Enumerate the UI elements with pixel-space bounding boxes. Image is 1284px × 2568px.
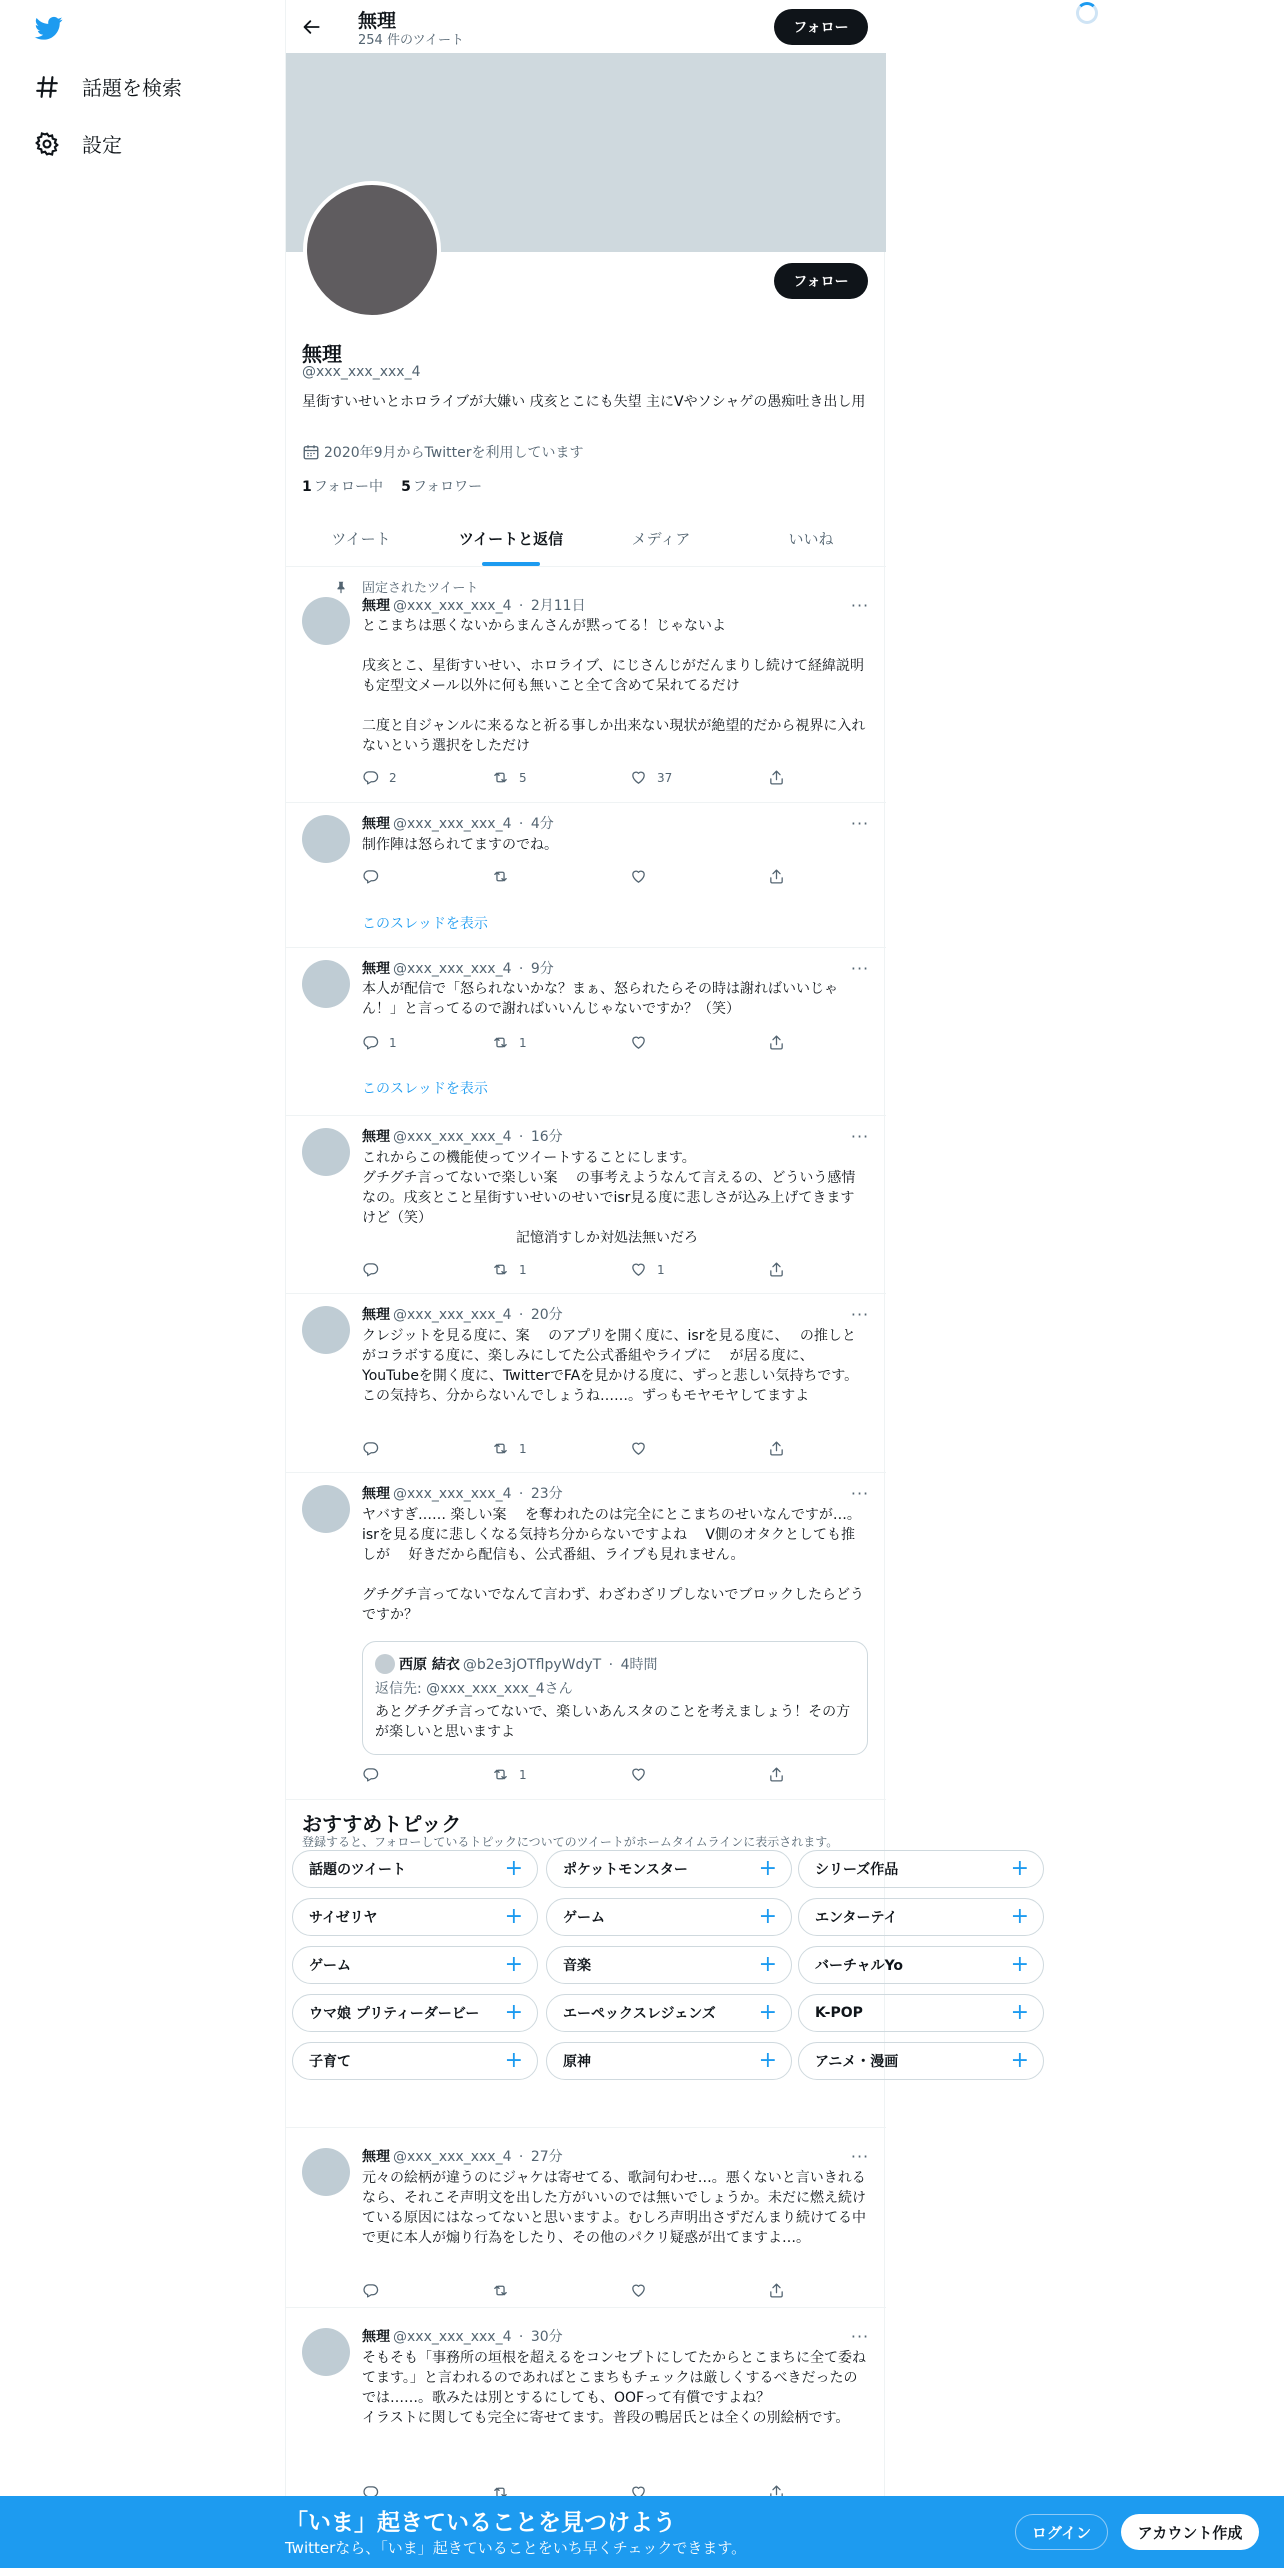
nav-explore[interactable] (34, 72, 182, 101)
avatar[interactable] (302, 1128, 350, 1176)
tweet-header: 無理 @xxx_xxx_xxx_4 · 16分 (362, 1129, 563, 1145)
tweet-text: 元々の絵柄が違うのにジャケは寄せてる、歌詞句わせ…。悪くないと言いきれるなら、それこそ声明文を出した方がいいのでは無いでしょうか。未だに燃え続けている原因にはなってないと思いますよ。むしろ声明出さずだんまり続けてる中で更に本人が煽り行為をしたり、その他のパクリ疑惑が出てますよ…。 (362, 2170, 866, 2246)
retweet-count: 1 (519, 1767, 527, 1782)
tweet-actions (362, 868, 792, 888)
plus-icon[interactable]: + (504, 1952, 523, 1977)
tweet-author[interactable]: 無理 (362, 2329, 390, 2345)
avatar[interactable] (302, 597, 350, 645)
profile-handle: @xxx_xxx_xxx_4 (302, 364, 421, 380)
retweet-count: 1 (519, 1035, 527, 1050)
avatar[interactable] (302, 1485, 350, 1533)
topic-chip[interactable] (546, 2042, 792, 2080)
login-button[interactable]: ログイン (1015, 2514, 1108, 2550)
more-icon[interactable]: ··· (850, 2326, 870, 2346)
tweet-header: 無理 @xxx_xxx_xxx_4 · 30分 (362, 2329, 563, 2345)
avatar[interactable] (302, 2328, 350, 2376)
tweet-header: 無理 @xxx_xxx_xxx_4 · 20分 (362, 1307, 563, 1323)
tweet-time[interactable]: 23分 (530, 1486, 563, 1502)
tweet-time[interactable]: 2月11日 (530, 598, 586, 614)
reply-icon (362, 769, 379, 786)
tweet-time[interactable]: 16分 (530, 1129, 563, 1145)
tweet-handle: @xxx_xxx_xxx_4 (393, 1486, 512, 1502)
profile-header-bar (286, 0, 886, 53)
retweet-icon (492, 1766, 509, 1783)
heart-icon (630, 1440, 647, 1457)
topic-chip-label: K-POP (815, 2005, 863, 2021)
topic-chip-label: ゲーム (563, 1910, 605, 1926)
share-button[interactable] (768, 1034, 785, 1051)
topic-chip-label: ポケットモンスター (563, 1862, 688, 1878)
topics-subtitle: 登録すると、フォローしているトピックについてのツイートがホームタイムラインに表示されます。 (302, 1835, 839, 1849)
hashtag-icon (34, 74, 60, 100)
retweet-button[interactable] (492, 1440, 527, 1457)
tweet-text: そもそも「事務所の垣根を超えるをコンセプトにしてたからとこまちに全て委ねてます。」と言われるのであればとこまちもチェックは厳しくするべきだったのでは……。歌みたは別とするにしても、OOFって有償ですよね？ イラストに関しても完全に寄せてます。普段の鴨居氏とは全くの別絵柄です。 (362, 2350, 866, 2426)
recommended-topics (286, 1800, 1029, 2128)
share-icon (768, 1766, 785, 1783)
followers-stat[interactable] (401, 476, 482, 496)
reply-icon (362, 1766, 379, 1783)
topic-chip-label: 音楽 (563, 1958, 591, 1974)
topic-chip[interactable] (546, 1994, 792, 2032)
topic-chip[interactable] (546, 1850, 792, 1888)
tweet-author[interactable]: 無理 (362, 2149, 390, 2165)
tweet-text: ヤバすぎ…… 楽しい案 を奪われたのは完全にとこまちのせいなんですが…。isrを見る度に悲しくなる気持ち分からないですよね V側のオタクとしても推しが 好きだから配信も、公式番組、ライブも見れません。 グチグチ言ってないでなんて言わず、わざわざリプしないでブロックしたらどうですか？ (362, 1507, 865, 1623)
profile-avatar[interactable] (303, 181, 441, 319)
signup-banner (0, 2496, 1284, 2568)
back-button[interactable] (296, 11, 328, 43)
share-icon (768, 868, 785, 885)
tweet-handle: @xxx_xxx_xxx_4 (393, 816, 512, 832)
topic-chip[interactable] (798, 1850, 1044, 1888)
tweet-author[interactable]: 無理 (362, 598, 390, 614)
topic-chip-label: サイゼリヤ (309, 1910, 378, 1926)
tweet-text: クレジットを見る度に、案 のアプリを開く度に、isrを見る度に、 の推しと がコラボする度に、楽しみにしてた公式番組やライブに が居る度に、YouTubeを開く度に、TwitterでFAを見かける度に、ずっと悲しい気持ちです。この気持ち、分からないんでしょうね……。ずっもモヤモヤしてますよ (362, 1328, 875, 1404)
replie-count: 1 (389, 1035, 397, 1050)
more-icon[interactable]: ··· (850, 1304, 870, 1324)
topic-chip-label: 話題のツイート (309, 1862, 407, 1878)
like-button[interactable] (630, 1034, 657, 1051)
like-button[interactable] (630, 2282, 657, 2299)
tweet-text: とこまちは悪くないからまんさんが黙ってる！じゃないよ 戌亥とこ、星街すいせい、ホロライブ、にじさんじがだんまりし続けて経緯説明も定型文メール以外に何も無いこと全て含めて呆れてるだけ 二度と自ジャンルに来るなと祈る事しか出来ない現状が絶望的だから視界に入れないという選択をしただけ (362, 618, 866, 754)
more-icon[interactable]: ··· (850, 595, 870, 615)
pinned-label: 固定されたツイート (362, 581, 479, 596)
retweet-button[interactable] (492, 1766, 527, 1783)
signup-banner-title: 「いま」起きていることを見つけよう (285, 2510, 676, 2536)
topic-chip-label: バーチャルYo (815, 1958, 904, 1974)
profile-name: 無理 (302, 342, 342, 366)
nav-settings[interactable] (34, 129, 122, 158)
profile-bio: 星街すいせいとホロライブが大嫌い 戌亥とこにも失望 主にVやソシャゲの愚痴吐き出し用 (302, 394, 866, 410)
avatar[interactable] (302, 960, 350, 1008)
plus-icon[interactable]: + (758, 1952, 777, 1977)
retweet-button[interactable] (492, 769, 527, 786)
plus-icon[interactable]: + (758, 2000, 777, 2025)
like-count: 37 (657, 770, 673, 785)
quote-text: あとグチグチ言ってないで、楽しいあんスタのことを考えましょう！その方が楽しいと思いますよ (375, 1704, 851, 1740)
tab-media[interactable]: メディア (631, 529, 691, 548)
like-button[interactable] (630, 1766, 657, 1783)
avatar[interactable] (302, 2148, 350, 2196)
tweet-time[interactable]: 30分 (530, 2329, 563, 2345)
plus-icon[interactable]: + (1010, 2048, 1029, 2073)
quote-handle: @b2e3jOTflpyWdyT (462, 1657, 602, 1673)
calendar-icon (302, 443, 320, 461)
reply-icon (362, 868, 379, 885)
plus-icon[interactable]: + (758, 2048, 777, 2073)
tweet-author[interactable]: 無理 (362, 1486, 390, 1502)
signup-button[interactable]: アカウント作成 (1121, 2514, 1259, 2550)
pin-icon (334, 580, 348, 594)
tweet[interactable] (286, 1473, 886, 1800)
plus-icon[interactable]: + (758, 1856, 777, 1881)
following-count: 1 (302, 479, 312, 495)
avatar[interactable] (302, 815, 350, 863)
retweet-icon (492, 1261, 509, 1278)
like-button[interactable] (630, 769, 672, 786)
tweet-author[interactable]: 無理 (362, 816, 390, 832)
topic-chip[interactable] (798, 1994, 1044, 2032)
quote-author: 西原 結衣 (399, 1657, 460, 1673)
more-icon[interactable]: ··· (850, 1483, 870, 1503)
topic-chip[interactable] (798, 1898, 1044, 1936)
heart-icon (630, 2282, 647, 2299)
share-button[interactable] (768, 1261, 785, 1278)
plus-icon[interactable]: + (504, 1904, 523, 1929)
reply-button[interactable] (362, 769, 397, 786)
more-icon[interactable]: ··· (850, 813, 870, 833)
gear-icon (34, 131, 60, 157)
arrow-left-icon (302, 17, 322, 37)
tweet-time[interactable]: 27分 (530, 2149, 563, 2165)
tweet-header: 無理 @xxx_xxx_xxx_4 · 2月11日 (362, 598, 586, 614)
plus-icon[interactable]: + (504, 1856, 523, 1881)
retweet-count: 1 (519, 1262, 527, 1277)
following-label: フォロー中 (313, 479, 384, 495)
tweet-actions (362, 769, 792, 789)
twitter-bird-icon[interactable] (34, 14, 64, 42)
profile-joined (302, 442, 583, 462)
share-icon (768, 1440, 785, 1457)
nav-explore-label: 話題を検索 (82, 76, 182, 100)
retweet-count: 1 (519, 1441, 527, 1456)
like-button[interactable] (630, 868, 657, 885)
reply-button[interactable] (362, 1440, 389, 1457)
retweet-icon (492, 1034, 509, 1051)
tweet-handle: @xxx_xxx_xxx_4 (393, 1307, 512, 1323)
share-icon (768, 1034, 785, 1051)
quote-avatar (375, 1654, 395, 1674)
quote-time: 4時間 (620, 1657, 658, 1673)
pinned-indicator (334, 577, 478, 596)
heart-icon (630, 1766, 647, 1783)
tweet-header: 無理 @xxx_xxx_xxx_4 · 4分 (362, 816, 554, 832)
topic-chip[interactable] (546, 1946, 792, 1984)
heart-icon (630, 1034, 647, 1051)
retweet-icon (492, 2282, 509, 2299)
share-button[interactable] (768, 1440, 785, 1457)
share-icon (768, 769, 785, 786)
topic-chip[interactable] (798, 1946, 1044, 1984)
retweet-button[interactable] (492, 1034, 527, 1051)
following-stat[interactable] (302, 476, 383, 496)
plus-icon[interactable]: + (758, 1904, 777, 1929)
tweet-header: 無理 @xxx_xxx_xxx_4 · 27分 (362, 2149, 563, 2165)
tweet-actions (362, 1034, 792, 1054)
reply-button[interactable] (362, 2282, 389, 2299)
topic-chip[interactable] (292, 1994, 538, 2032)
share-button[interactable] (768, 769, 785, 786)
followers-count: 5 (401, 479, 411, 495)
avatar[interactable] (302, 1306, 350, 1354)
reply-icon (362, 1440, 379, 1457)
reply-icon (362, 1261, 379, 1278)
topic-chip-label: ウマ娘 プリティーダービー (309, 2006, 480, 2022)
tweet-author[interactable]: 無理 (362, 1129, 390, 1145)
tweet-text: 本人が配信で「怒られないかな？まぁ、怒られたらその時は謝ればいいじゃん！」と言ってるので謝ればいいんじゃないですか？（笑） (362, 981, 838, 1017)
tweet-text: 制作陣は怒られてますのでね。 (362, 837, 558, 853)
tweet[interactable] (286, 803, 886, 948)
quote-header: 西原 結衣 @b2e3jOTflpyWdyT · 4時間 (399, 1657, 658, 1673)
retweet-button[interactable] (492, 1261, 527, 1278)
tweet-author[interactable]: 無理 (362, 961, 390, 977)
profile-follow-stats (302, 476, 482, 496)
tweet-actions (362, 1766, 792, 1786)
retweet-icon (492, 1440, 509, 1457)
tweet[interactable] (286, 2128, 886, 2308)
plus-icon[interactable]: + (1010, 1952, 1029, 1977)
tweet-count: 254 件のツイート (358, 33, 465, 48)
tweet-actions (362, 1440, 792, 1460)
nav-settings-label: 設定 (82, 133, 122, 157)
share-button[interactable] (768, 868, 785, 885)
profile-follow-button[interactable]: フォロー (774, 263, 868, 299)
more-icon[interactable]: ··· (850, 958, 870, 978)
like-button[interactable] (630, 1261, 665, 1278)
topic-chip-label: 子育て (309, 2054, 351, 2070)
topic-chip[interactable] (292, 1946, 538, 1984)
header-follow-button[interactable]: フォロー (774, 9, 868, 45)
topic-chip-label: 原神 (563, 2054, 591, 2070)
tweet[interactable] (286, 1294, 886, 1473)
more-icon[interactable]: ··· (850, 1126, 870, 1146)
heart-icon (630, 1261, 647, 1278)
like-button[interactable] (630, 1440, 657, 1457)
plus-icon[interactable]: + (504, 2000, 523, 2025)
header-title: 無理 (358, 10, 397, 32)
plus-icon[interactable]: + (1010, 1904, 1029, 1929)
followers-label: フォロワー (412, 479, 483, 495)
retweet-icon (492, 868, 509, 885)
topic-chip-label: ゲーム (309, 1958, 351, 1974)
reply-icon (362, 1034, 379, 1051)
tweet-handle: @xxx_xxx_xxx_4 (393, 2329, 512, 2345)
topic-chip[interactable] (292, 2042, 538, 2080)
topic-chip[interactable] (292, 1850, 538, 1888)
more-icon[interactable]: ··· (850, 2146, 870, 2166)
tweet-actions (362, 1261, 792, 1281)
pinned-tweet[interactable] (286, 567, 886, 803)
topic-chip[interactable] (798, 2042, 1044, 2080)
tweet-author[interactable]: 無理 (362, 1307, 390, 1323)
reply-button[interactable] (362, 1766, 389, 1783)
share-icon (768, 1261, 785, 1278)
topic-chip[interactable] (546, 1898, 792, 1936)
tweet-handle: @xxx_xxx_xxx_4 (393, 598, 512, 614)
topics-title: おすすめトピック (302, 1812, 462, 1836)
topic-chip[interactable] (292, 1898, 538, 1936)
tweet-text: これからこの機能使ってツイートすることにします。 グチグチ言ってないで楽しい案 の事考えようなんて言えるの、どういう感情なの。戌亥とこと星街すいせいのせいでisr見る度に悲しさが込み上げてきますけど（笑） 記憶消すしか対処法無いだろ (362, 1150, 856, 1246)
reply-button[interactable] (362, 1034, 397, 1051)
loading-spinner (1076, 2, 1098, 24)
tweet-handle: @xxx_xxx_xxx_4 (393, 1129, 512, 1145)
tab-likes[interactable]: いいね (788, 529, 834, 548)
tweet-time[interactable]: 4分 (530, 816, 554, 832)
tweet[interactable] (286, 948, 886, 1116)
reply-button[interactable] (362, 868, 389, 885)
heart-icon (630, 868, 647, 885)
like-count: 1 (657, 1262, 665, 1277)
tweet-header: 無理 @xxx_xxx_xxx_4 · 9分 (362, 961, 554, 977)
plus-icon[interactable]: + (1010, 2000, 1029, 2025)
reply-icon (362, 2282, 379, 2299)
topic-chip-label: エンターテイ (815, 1910, 898, 1926)
retweet-button[interactable] (492, 868, 519, 885)
left-nav (0, 0, 285, 2568)
tweet-header: 無理 @xxx_xxx_xxx_4 · 23分 (362, 1486, 563, 1502)
tweet[interactable] (286, 1116, 886, 1294)
profile-tabs (286, 510, 886, 567)
tab-tweets-and-replies[interactable]: ツイートと返信 (436, 510, 586, 566)
retweet-count: 5 (519, 770, 527, 785)
topic-chip-label: エーペックスレジェンズ (563, 2006, 716, 2022)
retweet-button[interactable] (492, 2282, 519, 2299)
topic-chip-label: アニメ・漫画 (815, 2054, 899, 2070)
tweet-time[interactable]: 9分 (530, 961, 554, 977)
quoted-tweet[interactable] (362, 1641, 868, 1755)
reply-button[interactable] (362, 1261, 389, 1278)
quote-reply-to: 返信先: @xxx_xxx_xxx_4さん (375, 1681, 573, 1697)
retweet-icon (492, 769, 509, 786)
show-thread-link[interactable]: このスレッドを表示 (362, 1081, 488, 1097)
signup-banner-subtitle: Twitterなら、「いま」起きていることをいち早くチェックできます。 (285, 2539, 747, 2557)
topic-chip-label: シリーズ作品 (815, 1862, 899, 1878)
plus-icon[interactable]: + (504, 2048, 523, 2073)
share-button[interactable] (768, 2282, 785, 2299)
tab-tweets[interactable]: ツイート (331, 529, 391, 548)
share-button[interactable] (768, 1766, 785, 1783)
replie-count: 2 (389, 770, 397, 785)
profile-joined-text: 2020年9月からTwitterを利用しています (324, 445, 584, 461)
tweet-actions (362, 2282, 792, 2302)
share-icon (768, 2282, 785, 2299)
tweet-time[interactable]: 20分 (530, 1307, 563, 1323)
main-column (285, 0, 1029, 2568)
plus-icon[interactable]: + (1010, 1856, 1029, 1881)
tweet-handle: @xxx_xxx_xxx_4 (393, 961, 512, 977)
show-thread-link[interactable]: このスレッドを表示 (362, 916, 488, 932)
heart-icon (630, 769, 647, 786)
tweet-handle: @xxx_xxx_xxx_4 (393, 2149, 512, 2165)
